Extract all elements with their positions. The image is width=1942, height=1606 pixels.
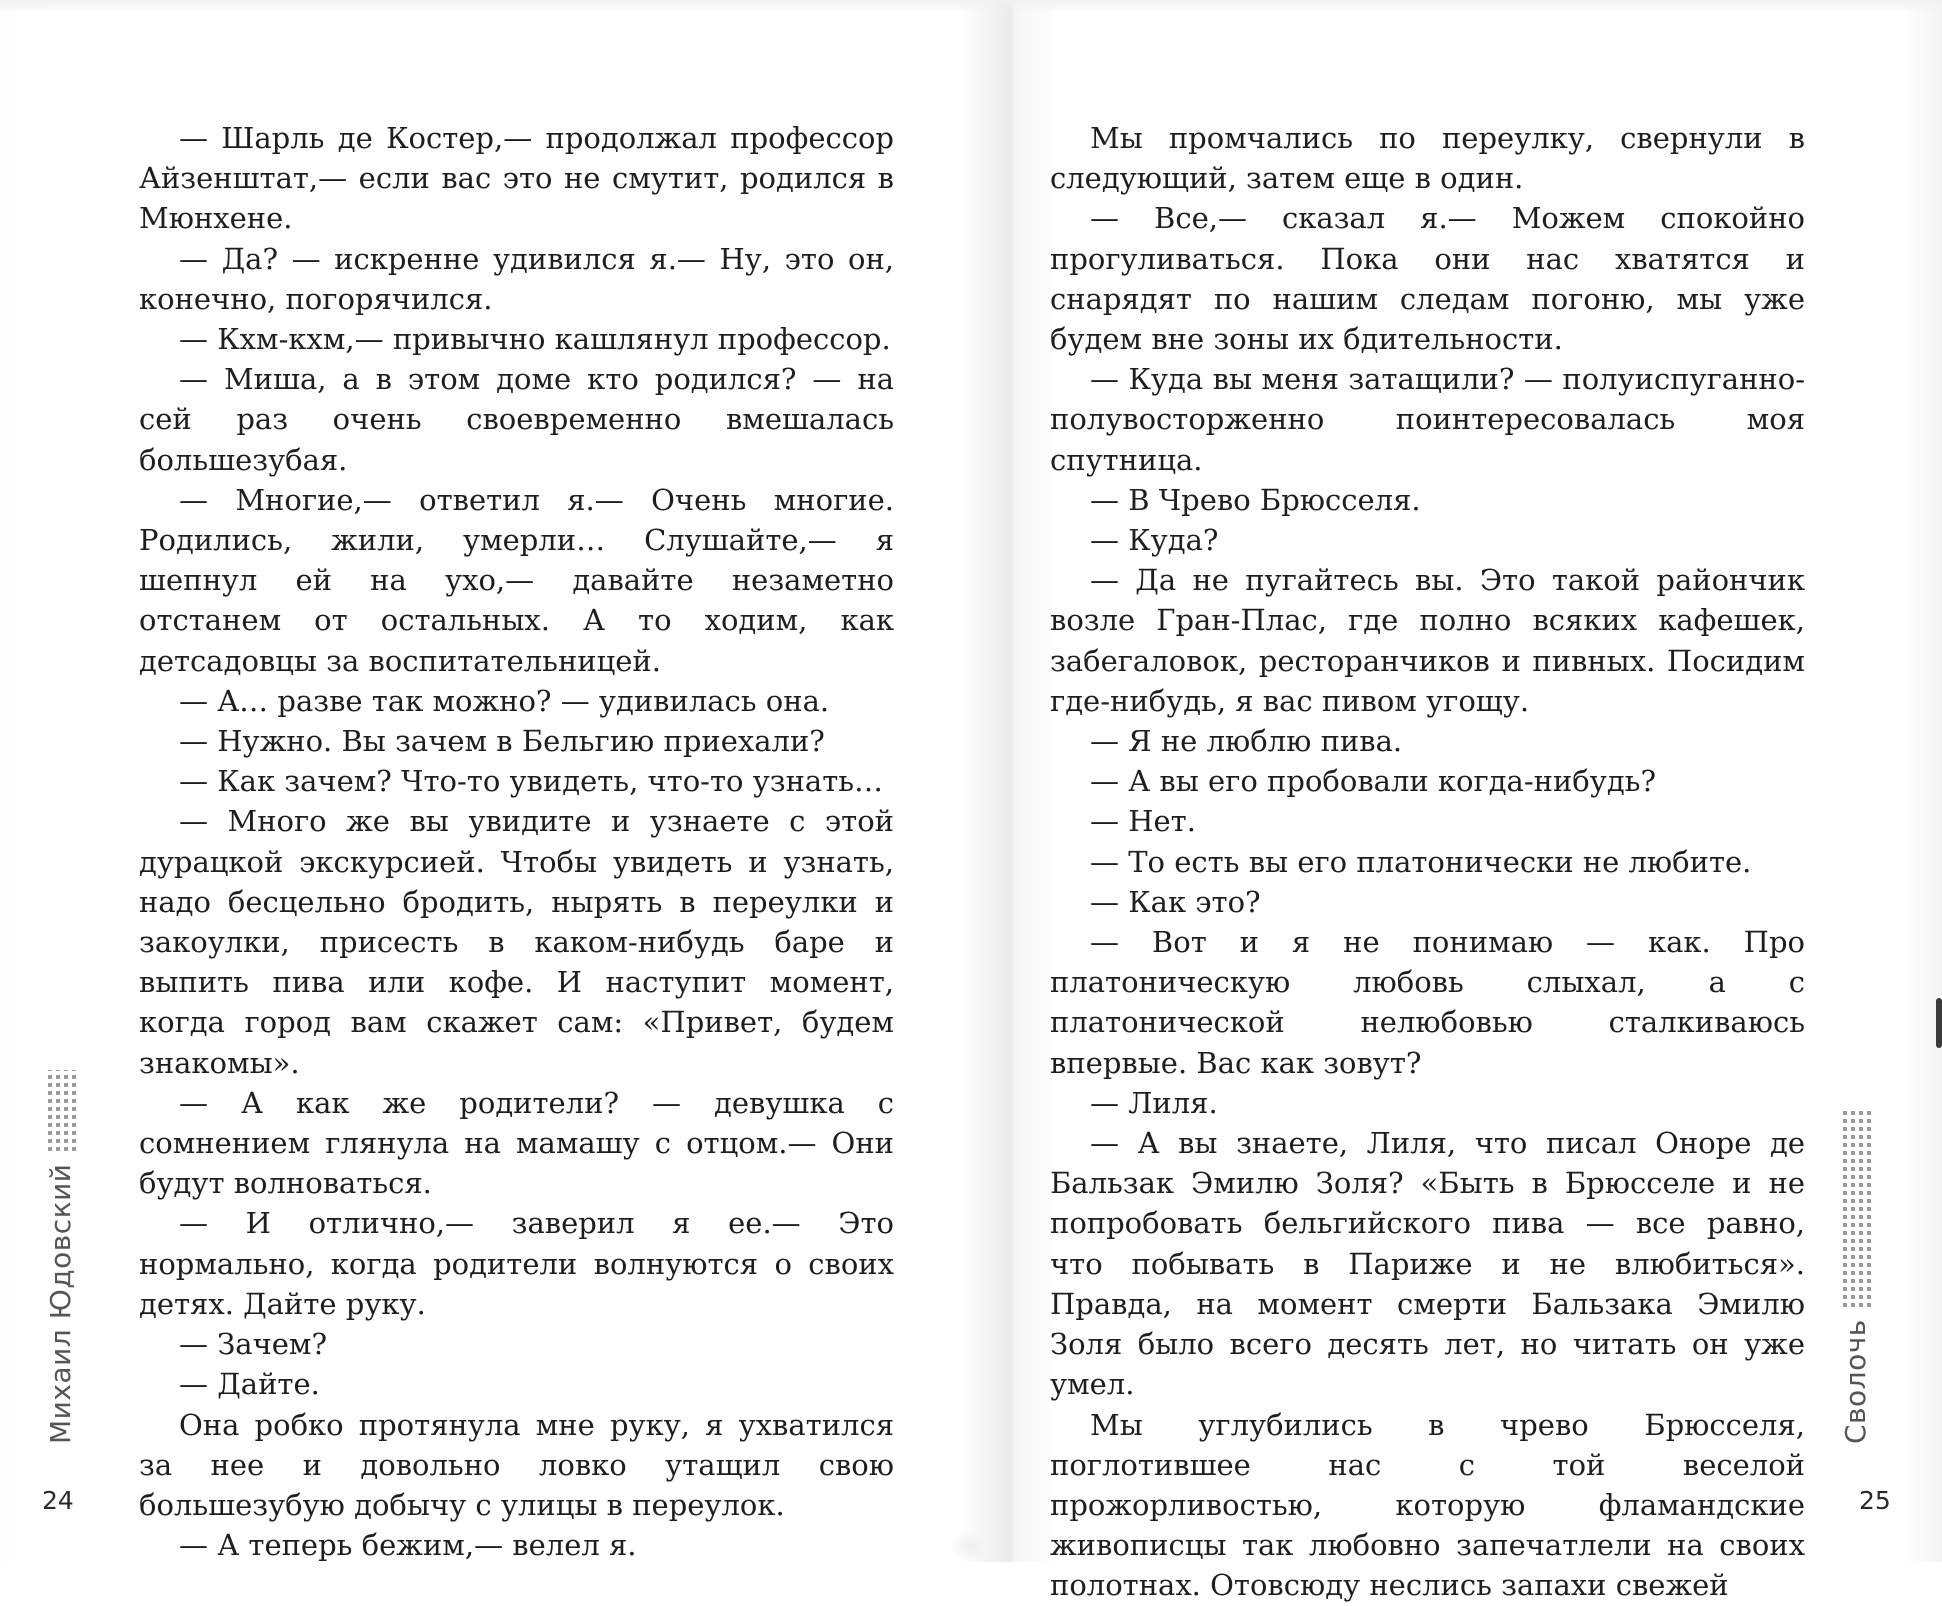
right-page-text — [1050, 118, 1805, 1606]
paragraph: — Дайте. — [179, 1367, 320, 1402]
paragraph: — А вы его пробовали когда-нибудь? — [1090, 764, 1657, 799]
ornament-pattern — [44, 1070, 76, 1152]
paragraph: — Все,— сказал я.— Можем спокойно прогуливаться. Пока они нас хватятся и снарядят по нашим следам погоню, мы уже будем вне зоны их бдительности. — [1050, 201, 1805, 357]
paragraph: — Шарль де Костер,— продолжал профессор Айзенштат,— если вас это не смутит, родился в Мюнхене. — [139, 121, 894, 236]
paragraph: — А теперь бежим,— велел я. — [179, 1528, 637, 1563]
paragraph: — Миша, а в этом доме кто родился? — на сей раз очень своевременно вмешалась большезубая. — [139, 362, 894, 477]
paragraph: — Кхм-кхм,— привычно кашлянул профессор. — [179, 322, 891, 357]
paragraph: — Я не люблю пива. — [1090, 724, 1403, 759]
paragraph: — А вы знаете, Лиля, что писал Оноре де Бальзак Эмилю Золя? «Быть в Брюсселе и не попробовать бельгийского пива — все равно, что побывать в Париже и не влюбиться». Правда, на момент смерти Бальзака Эмилю Золя было всего десять лет, но читать он уже умел. — [1050, 1126, 1805, 1402]
paragraph: Она робко протянула мне руку, я ухватился за нее и довольно ловко утащил свою большезубую добычу с улицы в переулок. — [139, 1407, 894, 1522]
paragraph: Мы промчались по переулку, свернули в следующий, затем еще в один. — [1050, 121, 1805, 196]
paragraph: — В Чрево Брюсселя. — [1090, 482, 1421, 517]
paragraph: — А как же родители? — девушка с сомнением глянула на мамашу с отцом.— Они будут волноваться. — [139, 1085, 894, 1201]
paragraph: Мы углубились в чрево Брюсселя, поглотившее нас с той веселой прожорливостью, которую фламандские живописцы так любовно запечатлели на своих полотнах. Отовсюду неслись запахи свежей — [1050, 1407, 1805, 1603]
paragraph: — Многие,— ответил я.— Очень многие. Родились, жили, умерли… Слушайте,— я шепнул ей на ухо,— давайте незаметно отстанем от остальных. А то ходим, как детсадовцы за воспитательницей. — [139, 482, 894, 678]
author-name: Михаил Юдовский — [43, 1163, 77, 1444]
page-number-right: 25 — [1859, 1486, 1891, 1515]
ornament-pattern — [1839, 1107, 1871, 1307]
paragraph: — Куда вы меня затащили? — полуиспуганно-полувосторженно поинтересовалась моя спутница. — [1050, 362, 1805, 477]
paragraph: — А… разве так можно? — удивилась она. — [179, 683, 830, 718]
paragraph: — Да не пугайтесь вы. Это такой райончик возле Гран-Плас, где полно всяких кафешек, забегаловок, ресторанчиков и пивных. Посидим где-нибудь, я вас пивом угощу. — [1050, 563, 1805, 718]
page-number-left: 24 — [42, 1486, 74, 1515]
paragraph: — Лиля. — [1090, 1085, 1218, 1120]
paragraph: — И отлично,— заверил я ее.— Это нормально, когда родители волнуются о своих детях. Дайте руку. — [139, 1206, 894, 1321]
paragraph: — Как это? — [1090, 884, 1261, 919]
paragraph: — Вот и я не понимаю — как. Про платоническую любовь слыхал, а с платонической нелюбовью сталкиваюсь впервые. Вас как зовут? — [1050, 925, 1805, 1080]
paragraph: — Много же вы увидите и узнаете с этой дурацкой экскурсией. Чтобы увидеть и узнать, надо бесцельно бродить, нырять в переулки и закоулки, присесть в каком-нибудь баре и выпить пива или кофе. И наступит момент, когда город вам скажет сам: «Привет, будем знакомы». — [139, 804, 894, 1080]
paragraph: — То есть вы его платонически не любите. — [1090, 844, 1752, 879]
right-page — [971, 0, 1942, 1603]
paragraph: — Нет. — [1090, 804, 1196, 839]
page-edge-mark — [1936, 998, 1942, 1048]
running-head-left — [30, 1070, 90, 1450]
book-title: Сволочь — [1838, 1319, 1872, 1444]
left-page-text — [139, 118, 894, 1565]
paragraph: — Как зачем? Что-то увидеть, что-то узнать… — [179, 764, 884, 799]
running-head-right — [1825, 1070, 1885, 1450]
paragraph: — Зачем? — [179, 1327, 328, 1362]
paragraph: — Нужно. Вы зачем в Бельгию приехали? — [179, 724, 825, 759]
gutter-shadow — [950, 1530, 990, 1562]
paragraph: — Да? — искренне удивился я.— Ну, это он, конечно, погорячился. — [139, 241, 894, 316]
paragraph: — Куда? — [1090, 523, 1219, 558]
left-page — [0, 0, 971, 1562]
